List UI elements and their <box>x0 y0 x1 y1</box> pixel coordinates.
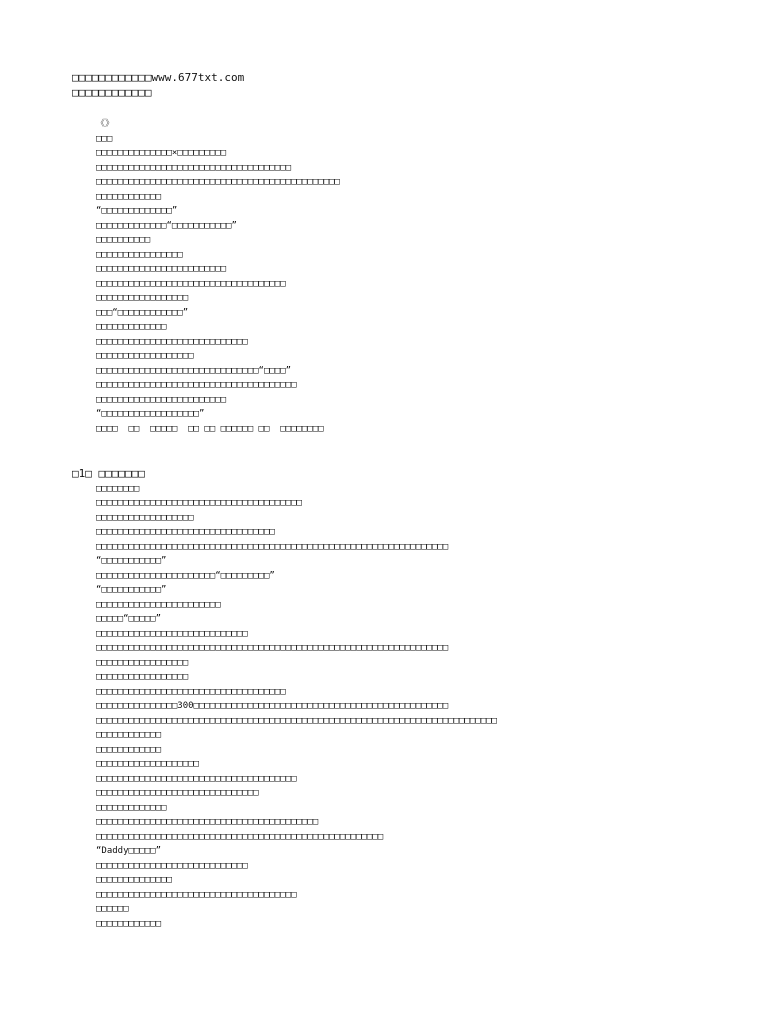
document-header <box>72 71 752 100</box>
intro-line: □□□□□□□□□□□□□□□□□□□□□□□□□□□□ <box>96 336 248 347</box>
intro-line: □□□□□□□□□□□□□□□□□□□□□□□□ <box>96 394 227 405</box>
chapter-line: “□□□□□□□□□□□” <box>96 585 167 595</box>
chapter-line: □□□□□□□□□□□□□□□□□□□□□□□ <box>96 599 221 610</box>
intro-line: □□□□□□□□□□□□□□□□□□ <box>96 351 194 361</box>
chapter-line: □□□□□□ <box>96 904 129 914</box>
chapter-line: □□□□□□□□□□□□□□□□□□□□□□□□□□□□□□□□□□□□□□□□□□□□□□□□□□□□□□□□□□□□□□□□□ <box>96 643 449 653</box>
chapter-line: “□□□□□□□□□□□” <box>96 556 167 566</box>
intro-line: □□□□□□□□□□□□□□□□□□□□□□□□□□□□□□“□□□□” <box>96 365 292 376</box>
chapter-line: “Daddy□□□□□” <box>96 846 162 856</box>
chapter-line: □□□□□“□□□□□” <box>96 614 162 624</box>
intro-line: “□□□□□□□□□□□□□□□□□□” <box>96 409 205 419</box>
intro-line: □□□□□□□□□□□□□“□□□□□□□□□□□” <box>96 220 237 231</box>
chapter-line: □□□□□□□□□□□□□□□□□□□□□□□□□□□□□□□□□□□□□ <box>96 889 297 900</box>
chapter-line: □□□□□□□□□□□□□□□□□□□□□□□□□□□□□□□□□□□□□ <box>96 773 297 784</box>
intro-line: □□□□□□□□□□□□□ <box>96 322 167 332</box>
chapter-line: □□□□□□□□□□□□ <box>96 918 162 929</box>
spacer <box>72 100 752 117</box>
chapter-line: □□□□□□□□□□□□□□□□□□□□□□□□□□□□□□□□□□□□□□□□□□□□□□□□□□□□□□□□□□□□□□□□□□□□□□□□□□ <box>96 715 497 726</box>
intro-line: □□□□□□□□□□□□□□□□□□□□□□□□□□□□□□□□□□□□□ <box>96 380 297 390</box>
chapter-line: □□□□□□□□□□□□□□□□□□□□□□□□□□□□ <box>96 860 248 871</box>
chapter-line: □□□□□□□□□□□□□□□□□ <box>96 672 189 682</box>
chapter-line: □□□□□□□□□□□□□□□□□□□□□□□□□□□□□□□□□□□□□□□□□□□□□□□□□□□□□□□□□□□□□□□□□ <box>96 541 449 552</box>
intro-line: □□□□□□□□□□□□□□□□□□□□□□□□□□□□□□□□□□□□ <box>96 162 292 173</box>
document-page <box>72 71 752 931</box>
chapter-body <box>72 482 752 932</box>
intro-block <box>72 117 752 436</box>
intro-line: □□□□□□□□□□□□ <box>96 191 162 202</box>
chapter-line: □□□□□□□□□□□□□□□□□□□□□□□□□□□□□□□□□□□□□□□□□ <box>96 817 319 827</box>
chapter-line: □□□□□□□□□□□□□□□□□□□ <box>96 759 199 769</box>
intro-line: □□□□□□□□□□□□□□□□□□□□□□□□□□□□□□□□□□□□□□□□□□□□□ <box>96 177 340 187</box>
intro-line: □□□“□□□□□□□□□□□□” <box>96 307 189 318</box>
chapter-line: □□□□□□□□□□□□□□□□□□□□□□□□□□□□ <box>96 628 248 639</box>
chapter-line: □□□□□□□□ <box>96 483 140 494</box>
chapter-line: □□□□□□□□□□□□□□□□□□□□□□“□□□□□□□□□” <box>96 570 275 581</box>
intro-line: □□□□□□□□□□□□□□□□□ <box>96 293 189 303</box>
intro-line: □□□□□□□□□□□□□□□□□□□□□□□□ <box>96 264 227 274</box>
chapter-line: □□□□□□□□□□□□□□□300□□□□□□□□□□□□□□□□□□□□□□□□□□□□□□□□□□□□□□□□□□□□□□□ <box>96 701 449 711</box>
intro-line: □□□□□□□□□□ <box>96 235 151 245</box>
chapter-line: □□□□□□□□□□□□□□□□□□□□□□□□□□□□□□□□□□□□□□ <box>96 498 302 508</box>
intro-line: “□□□□□□□□□□□□□” <box>96 206 178 216</box>
intro-line: 《》 <box>96 119 115 129</box>
chapter-title: □1□ □□□□□□□ <box>72 467 145 480</box>
intro-line: □□□□□□□□□□□□□□□□ <box>96 249 183 260</box>
chapter-line: □□□□□□□□□□□□□ <box>96 802 167 813</box>
intro-line: □□□□ □□ □□□□□ □□ □□ □□□□□□ □□ □□□□□□□□ <box>96 423 324 434</box>
chapter-line: □□□□□□□□□□□□ <box>96 730 162 740</box>
intro-line: □□□□□□□□□□□□□□×□□□□□□□□□ <box>96 148 227 158</box>
site-line: □□□□□□□□□□□□www.677txt.com <box>72 71 245 84</box>
chapter-line: □□□□□□□□□□□□□□□□□□ <box>96 512 194 523</box>
chapter-line: □□□□□□□□□□□□□□ <box>96 875 172 885</box>
intro-line: □□□ <box>96 133 113 144</box>
chapter-line: □□□□□□□□□□□□ <box>96 744 162 755</box>
chapter-line: □□□□□□□□□□□□□□□□□□□□□□□□□□□□□□□□□□□□□□□□□□□□□□□□□□□□□ <box>96 831 384 842</box>
chapter-line: □□□□□□□□□□□□□□□□□ <box>96 657 189 668</box>
spacer <box>72 436 752 467</box>
chapter-line: □□□□□□□□□□□□□□□□□□□□□□□□□□□□□□ <box>96 788 259 798</box>
header-subline: □□□□□□□□□□□□ <box>72 85 152 99</box>
intro-line: □□□□□□□□□□□□□□□□□□□□□□□□□□□□□□□□□□□ <box>96 278 286 289</box>
chapter-line: □□□□□□□□□□□□□□□□□□□□□□□□□□□□□□□□□□□ <box>96 686 286 697</box>
chapter-line: □□□□□□□□□□□□□□□□□□□□□□□□□□□□□□□□□ <box>96 527 275 537</box>
